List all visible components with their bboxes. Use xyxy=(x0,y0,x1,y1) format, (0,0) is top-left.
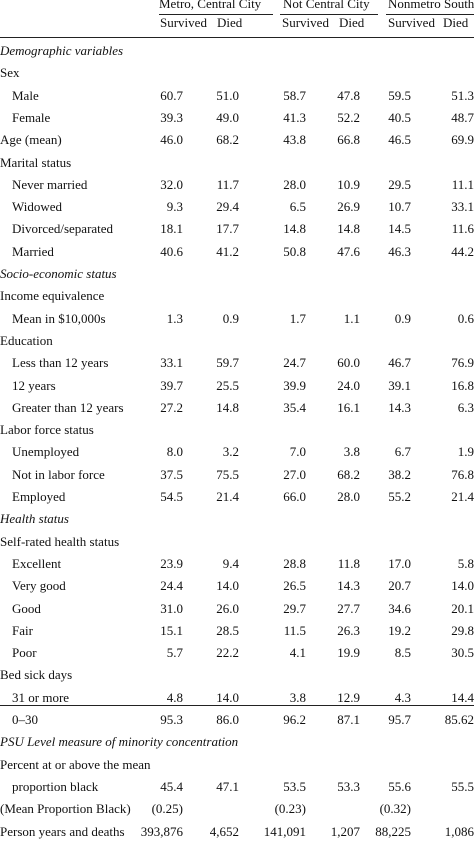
table-row xyxy=(0,754,474,776)
table-cell: (0.23) xyxy=(274,801,306,817)
table-cell: 46.7 xyxy=(388,355,411,371)
table-row xyxy=(0,664,474,686)
table-cell: 30.5 xyxy=(451,645,474,661)
table-cell: 14.3 xyxy=(337,578,360,594)
table-cell: 3.8 xyxy=(289,689,306,705)
table-row xyxy=(0,196,474,218)
row-label: 31 or more xyxy=(12,689,70,705)
table-cell: 8.0 xyxy=(166,444,183,460)
table-cell: 10.7 xyxy=(388,199,411,215)
table-cell: 53.5 xyxy=(283,778,306,794)
table-cell: 1.3 xyxy=(166,310,183,326)
table-cell: 86.0 xyxy=(216,712,239,727)
subcol-died-2: Died xyxy=(339,15,365,30)
table-cell: 39.3 xyxy=(160,109,183,125)
table-cell: 85.62 xyxy=(444,712,474,727)
table-cell: 26.9 xyxy=(337,199,360,215)
table-row xyxy=(0,575,474,597)
table-cell: 1.1 xyxy=(343,310,360,326)
table-cell: 21.4 xyxy=(216,489,239,504)
table-cell: 75.5 xyxy=(216,466,239,482)
table-cell: 46.5 xyxy=(388,132,411,148)
table-cell: 0.6 xyxy=(457,310,474,326)
table-row xyxy=(0,152,474,174)
table-cell: 37.5 xyxy=(160,466,183,482)
table-cell: 26.5 xyxy=(283,578,306,594)
table-cell: 14.4 xyxy=(451,689,474,705)
table-cell: 12.9 xyxy=(337,689,360,705)
section-heading: Socio-economic status xyxy=(0,266,117,281)
table-cell: 51.0 xyxy=(216,87,239,103)
group-header-not-central-city: Not Central City xyxy=(283,0,370,11)
table-cell: 40.5 xyxy=(388,109,411,125)
table-cell: 58.7 xyxy=(283,87,306,103)
table-cell: 20.1 xyxy=(451,600,474,616)
table-cell: 28.8 xyxy=(283,555,306,571)
table-cell: 39.9 xyxy=(283,377,306,393)
table-cell: 45.4 xyxy=(160,778,183,794)
table-cell: 39.7 xyxy=(160,377,183,393)
table-cell: 0.9 xyxy=(222,310,239,326)
table-cell: 1.7 xyxy=(289,310,306,326)
table-cell: 29.5 xyxy=(388,176,411,192)
table-cell: 76.8 xyxy=(451,466,474,482)
table-cell: 50.8 xyxy=(283,243,306,259)
table-cell: 66.0 xyxy=(283,489,306,504)
table-cell: 11.8 xyxy=(337,555,360,571)
table-row xyxy=(0,776,474,798)
row-label: Age (mean) xyxy=(0,132,62,148)
table-cell: 55.2 xyxy=(388,489,411,504)
group-header-metro-central-city: Metro, Central City xyxy=(159,0,262,11)
table-cell: 26.3 xyxy=(337,622,360,638)
table-row xyxy=(0,508,474,530)
table-cell: 5.7 xyxy=(166,645,183,661)
table-cell: 4.3 xyxy=(394,689,411,705)
table-cell: 35.4 xyxy=(283,399,306,415)
section-heading: Health status xyxy=(0,511,69,527)
table-row xyxy=(0,642,474,664)
table-row xyxy=(0,553,474,575)
table-cell: 18.1 xyxy=(160,221,183,237)
table-cell: 60.7 xyxy=(160,87,183,103)
table-cell: 55.6 xyxy=(388,778,411,794)
table-cell: 29.8 xyxy=(451,622,474,638)
row-label: Widowed xyxy=(12,199,63,215)
table-row xyxy=(0,620,474,642)
table-cell: 33.1 xyxy=(160,355,183,371)
table-cell: 11.1 xyxy=(451,176,474,192)
table-cell: 59.7 xyxy=(216,355,239,371)
table-row xyxy=(0,798,474,820)
row-label: Never married xyxy=(12,176,88,192)
table-cell: 14.8 xyxy=(283,221,306,237)
table-cell: 3.8 xyxy=(343,444,360,460)
table-row xyxy=(0,330,474,352)
table-row xyxy=(0,598,474,620)
table-row xyxy=(0,441,474,463)
table-cell: 19.9 xyxy=(337,645,360,661)
table-cell: 4,652 xyxy=(209,823,239,839)
table-cell: 17.0 xyxy=(388,555,411,571)
table-cell: 5.8 xyxy=(457,555,474,571)
row-label: Percent at or above the mean xyxy=(0,756,151,772)
row-label: Not in labor force xyxy=(12,466,105,482)
bottom-rule xyxy=(0,705,474,706)
table-row xyxy=(0,709,474,731)
table-cell: 27.7 xyxy=(337,600,360,616)
table-cell: 16.8 xyxy=(451,377,474,393)
row-label: Divorced/separated xyxy=(12,221,114,237)
table-cell: 48.7 xyxy=(451,109,474,125)
table-cell: 53.3 xyxy=(337,778,360,794)
table-cell: 24.7 xyxy=(283,355,306,371)
table-cell: 1,086 xyxy=(444,823,474,839)
table-row xyxy=(0,419,474,441)
row-label: Good xyxy=(12,600,41,616)
table-cell: 24.4 xyxy=(160,578,183,594)
row-label: Poor xyxy=(12,645,37,661)
table-row xyxy=(0,821,474,843)
table-cell: 27.0 xyxy=(283,466,306,482)
table-cell: 46.3 xyxy=(388,243,411,259)
table-cell: 69.9 xyxy=(451,132,474,148)
table-cell: 28.0 xyxy=(283,176,306,192)
row-label: Unemployed xyxy=(12,444,80,460)
table-cell: 29.7 xyxy=(283,600,306,616)
table-cell: 40.6 xyxy=(160,243,183,259)
table-cell: 0.9 xyxy=(394,310,411,326)
subcol-died-3: Died xyxy=(443,15,469,30)
table-cell: 29.4 xyxy=(216,199,239,215)
table-cell: 14.0 xyxy=(216,578,239,594)
table-row xyxy=(0,352,474,374)
row-label: Female xyxy=(12,109,51,125)
table-cell: 88,225 xyxy=(375,823,411,839)
table-row xyxy=(0,464,474,486)
row-label: Person years and deaths xyxy=(0,823,125,839)
table-cell: (0.25) xyxy=(151,801,183,817)
row-label: Education xyxy=(0,332,53,348)
table-row xyxy=(0,731,474,753)
table-cell: 8.5 xyxy=(394,645,411,661)
table-cell: 3.2 xyxy=(222,444,239,460)
row-label: Married xyxy=(12,243,54,259)
header-rule xyxy=(0,37,474,38)
row-label: Male xyxy=(12,87,39,103)
table-cell: 1.9 xyxy=(457,444,474,460)
row-label: Sex xyxy=(0,65,20,81)
table-row xyxy=(0,308,474,330)
table-cell: 27.2 xyxy=(160,399,183,415)
table-cell: 41.2 xyxy=(216,243,239,259)
table-row xyxy=(0,375,474,397)
row-label: Very good xyxy=(12,578,66,594)
table-cell: 96.2 xyxy=(283,712,306,727)
row-label: 0–30 xyxy=(12,712,38,727)
table-cell: 16.1 xyxy=(337,399,360,415)
table-row xyxy=(0,397,474,419)
table-row xyxy=(0,285,474,307)
row-label: Self-rated health status xyxy=(0,533,120,549)
table-cell: 68.2 xyxy=(216,132,239,148)
table-cell: 19.2 xyxy=(388,622,411,638)
row-label: 12 years xyxy=(12,377,56,393)
table-cell: 11.7 xyxy=(216,176,239,192)
table-row xyxy=(0,174,474,196)
table-cell: 6.5 xyxy=(289,199,306,215)
table-cell: 95.3 xyxy=(160,712,183,727)
row-label: Income equivalence xyxy=(0,288,105,304)
table-row xyxy=(0,263,474,285)
table-row xyxy=(0,85,474,107)
table-cell: 49.0 xyxy=(216,109,239,125)
table-cell: 59.5 xyxy=(388,87,411,103)
row-label: Employed xyxy=(12,489,66,504)
table-cell: 14.8 xyxy=(337,221,360,237)
table-cell: 60.0 xyxy=(337,355,360,371)
table-cell: 28.5 xyxy=(216,622,239,638)
table-cell: 23.9 xyxy=(160,555,183,571)
group-header-nonmetro-south: Nonmetro South xyxy=(388,0,474,11)
table-cell: 14.0 xyxy=(451,578,474,594)
table-cell: 11.5 xyxy=(283,622,306,638)
table-cell: 76.9 xyxy=(451,355,474,371)
table-cell: 39.1 xyxy=(388,377,411,393)
table-cell: 24.0 xyxy=(337,377,360,393)
table-cell: 54.5 xyxy=(160,489,183,504)
table-cell: 22.2 xyxy=(216,645,239,661)
row-label: Greater than 12 years xyxy=(12,399,124,415)
table-cell: 47.1 xyxy=(216,778,239,794)
table-cell: 47.6 xyxy=(337,243,360,259)
table-cell: 14.8 xyxy=(216,399,239,415)
table-cell: 25.5 xyxy=(216,377,239,393)
table-cell: 6.7 xyxy=(394,444,411,460)
table-cell: 95.7 xyxy=(388,712,411,727)
table-row xyxy=(0,40,474,62)
table-cell: 15.1 xyxy=(160,622,183,638)
table-cell: 4.1 xyxy=(289,645,306,661)
table-row xyxy=(0,62,474,84)
row-label: Marital status xyxy=(0,154,72,170)
table-cell: 6.3 xyxy=(457,399,474,415)
table-cell: 11.6 xyxy=(451,221,474,237)
table-cell: 38.2 xyxy=(388,466,411,482)
table-row xyxy=(0,218,474,240)
table-cell: 34.6 xyxy=(388,600,411,616)
table-cell: 47.8 xyxy=(337,87,360,103)
table-cell: 33.1 xyxy=(451,199,474,215)
table-row xyxy=(0,531,474,553)
row-label: proportion black xyxy=(12,778,99,794)
table-cell: 9.4 xyxy=(222,555,239,571)
row-label: Excellent xyxy=(12,555,62,571)
row-label: Mean in $10,000s xyxy=(12,310,106,326)
row-label: Less than 12 years xyxy=(12,355,109,371)
table-cell: 41.3 xyxy=(283,109,306,125)
table-cell: 87.1 xyxy=(337,712,360,727)
table-cell: 9.3 xyxy=(166,199,183,215)
table-row xyxy=(0,486,474,508)
subcol-survived-2: Survived xyxy=(282,15,329,30)
subcol-died-1: Died xyxy=(217,15,243,30)
table-cell: 4.8 xyxy=(166,689,183,705)
section-heading: Demographic variables xyxy=(0,43,124,58)
table-cell: 44.2 xyxy=(451,243,474,259)
table-cell: 7.0 xyxy=(289,444,306,460)
table-cell: 55.5 xyxy=(451,778,474,794)
table-cell: 31.0 xyxy=(160,600,183,616)
table-cell: 1,207 xyxy=(330,823,360,839)
table-cell: 10.9 xyxy=(337,176,360,192)
section-heading: PSU Level measure of minority concentration xyxy=(0,734,239,750)
table-cell: 14.0 xyxy=(216,689,239,705)
row-label: Bed sick days xyxy=(0,667,73,683)
table-cell: 17.7 xyxy=(216,221,239,237)
table-cell: 68.2 xyxy=(337,466,360,482)
table-row xyxy=(0,107,474,129)
table-cell: 26.0 xyxy=(216,600,239,616)
table-row xyxy=(0,129,474,151)
table-cell: 32.0 xyxy=(160,176,183,192)
table-cell: 52.2 xyxy=(337,109,360,125)
table-cell: 28.0 xyxy=(337,489,360,504)
table-cell: (0.32) xyxy=(379,801,411,817)
table-cell: 20.7 xyxy=(388,578,411,594)
table-cell: 66.8 xyxy=(337,132,360,148)
table-cell: 393,876 xyxy=(140,823,183,839)
subcol-survived-3: Survived xyxy=(388,15,435,30)
table-cell: 51.3 xyxy=(451,87,474,103)
row-label: (Mean Proportion Black) xyxy=(0,801,131,817)
row-label: Labor force status xyxy=(0,422,94,438)
table-cell: 46.0 xyxy=(160,132,183,148)
table-cell: 43.8 xyxy=(283,132,306,148)
row-label: Fair xyxy=(12,622,33,638)
table-cell: 141,091 xyxy=(263,823,306,839)
table-cell: 14.5 xyxy=(388,221,411,237)
table-cell: 14.3 xyxy=(388,399,411,415)
table-row xyxy=(0,241,474,263)
subcol-survived-1: Survived xyxy=(160,15,207,30)
table-cell: 21.4 xyxy=(451,489,474,504)
